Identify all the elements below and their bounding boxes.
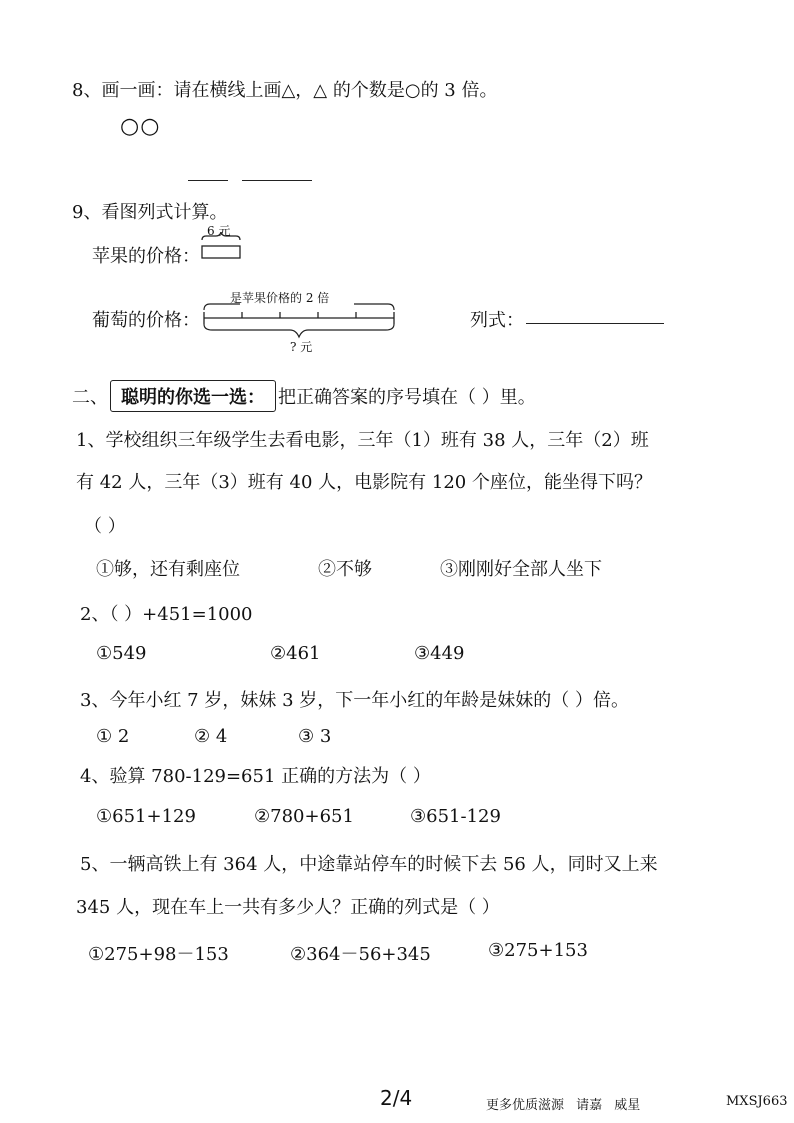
q4-option-2: ②780+651 — [254, 806, 354, 827]
q1-line-1: 1、学校组织三年级学生去看电影，三年（1）班有 38 人，三年（2）班 — [76, 430, 649, 451]
q3-line-1: 3、今年小红 7 岁，妹妹 3 岁，下一年小红的年龄是妹妹的（ ）倍。 — [80, 690, 629, 711]
q5-line-2: 345 人，现在车上一共有多少人？正确的列式是（ ） — [76, 897, 500, 918]
section-2-header — [72, 380, 536, 412]
q2-option-3: ③449 — [414, 643, 465, 664]
q2-line-1: 2、（ ）+451=1000 — [80, 604, 253, 625]
apple-price-label: 苹果的价格： — [92, 246, 200, 267]
q4-option-1: ①651+129 — [96, 806, 196, 827]
apple-bar-diagram — [196, 232, 246, 264]
section-2-boxed-title: 聪明的你选一选： — [110, 380, 276, 412]
q4-line-1: 4、验算 780-129=651 正确的方法为（ ） — [80, 766, 431, 787]
grape-price-value: ? 元 — [290, 340, 313, 354]
grape-bar-diagram — [196, 300, 406, 340]
q1-option-3: ③刚刚好全部人坐下 — [440, 559, 602, 580]
q8-text: 8、画一画：请在横线上画△，△ 的个数是○的 3 倍。 — [72, 80, 498, 101]
formula-label: 列式： — [470, 310, 524, 331]
q1-line-2: 有 42 人，三年（3）班有 40 人，电影院有 120 个座位，能坐得下吗？ — [76, 472, 652, 493]
q3-option-2: ② 4 — [194, 726, 228, 747]
footer-code: MXSJ663 — [726, 1094, 788, 1109]
grape-price-label: 葡萄的价格： — [92, 310, 200, 331]
grape-note: 是苹果价格的 2 倍 — [230, 291, 330, 305]
q1-option-2: ②不够 — [318, 559, 372, 580]
section-2-instruction: 把正确答案的序号填在（ ）里。 — [278, 387, 536, 408]
q9-title: 9、看图列式计算。 — [72, 202, 228, 223]
q2-option-2: ②461 — [270, 643, 321, 664]
q1-option-1: ①够，还有剩座位 — [96, 559, 240, 580]
apple-price-value: 6 元 — [207, 224, 231, 238]
footer-note: 更多优质滋源 请嘉 威星 — [486, 1098, 641, 1113]
q3-option-3: ③ 3 — [298, 726, 332, 747]
q5-option-3: ③275+153 — [488, 940, 588, 961]
page-number: 2/4 — [380, 1086, 413, 1110]
q3-option-1: ① 2 — [96, 726, 130, 747]
q5-option-1: ①275+98－153 — [88, 944, 229, 965]
q2-option-1: ①549 — [96, 643, 147, 664]
q8-answer-line-2 — [242, 180, 312, 181]
q5-option-2: ②364－56+345 — [290, 944, 431, 965]
q8-circles: ○○ — [120, 114, 161, 139]
q8-answer-line-1 — [188, 180, 228, 181]
formula-answer-line — [526, 323, 664, 324]
section-2-prefix: 二、 — [72, 387, 108, 408]
q5-line-1: 5、一辆高铁上有 364 人，中途靠站停车的时候下去 56 人，同时又上来 — [80, 854, 658, 875]
q4-option-3: ③651-129 — [410, 806, 501, 827]
q1-answer-blank: （ ） — [84, 516, 126, 537]
